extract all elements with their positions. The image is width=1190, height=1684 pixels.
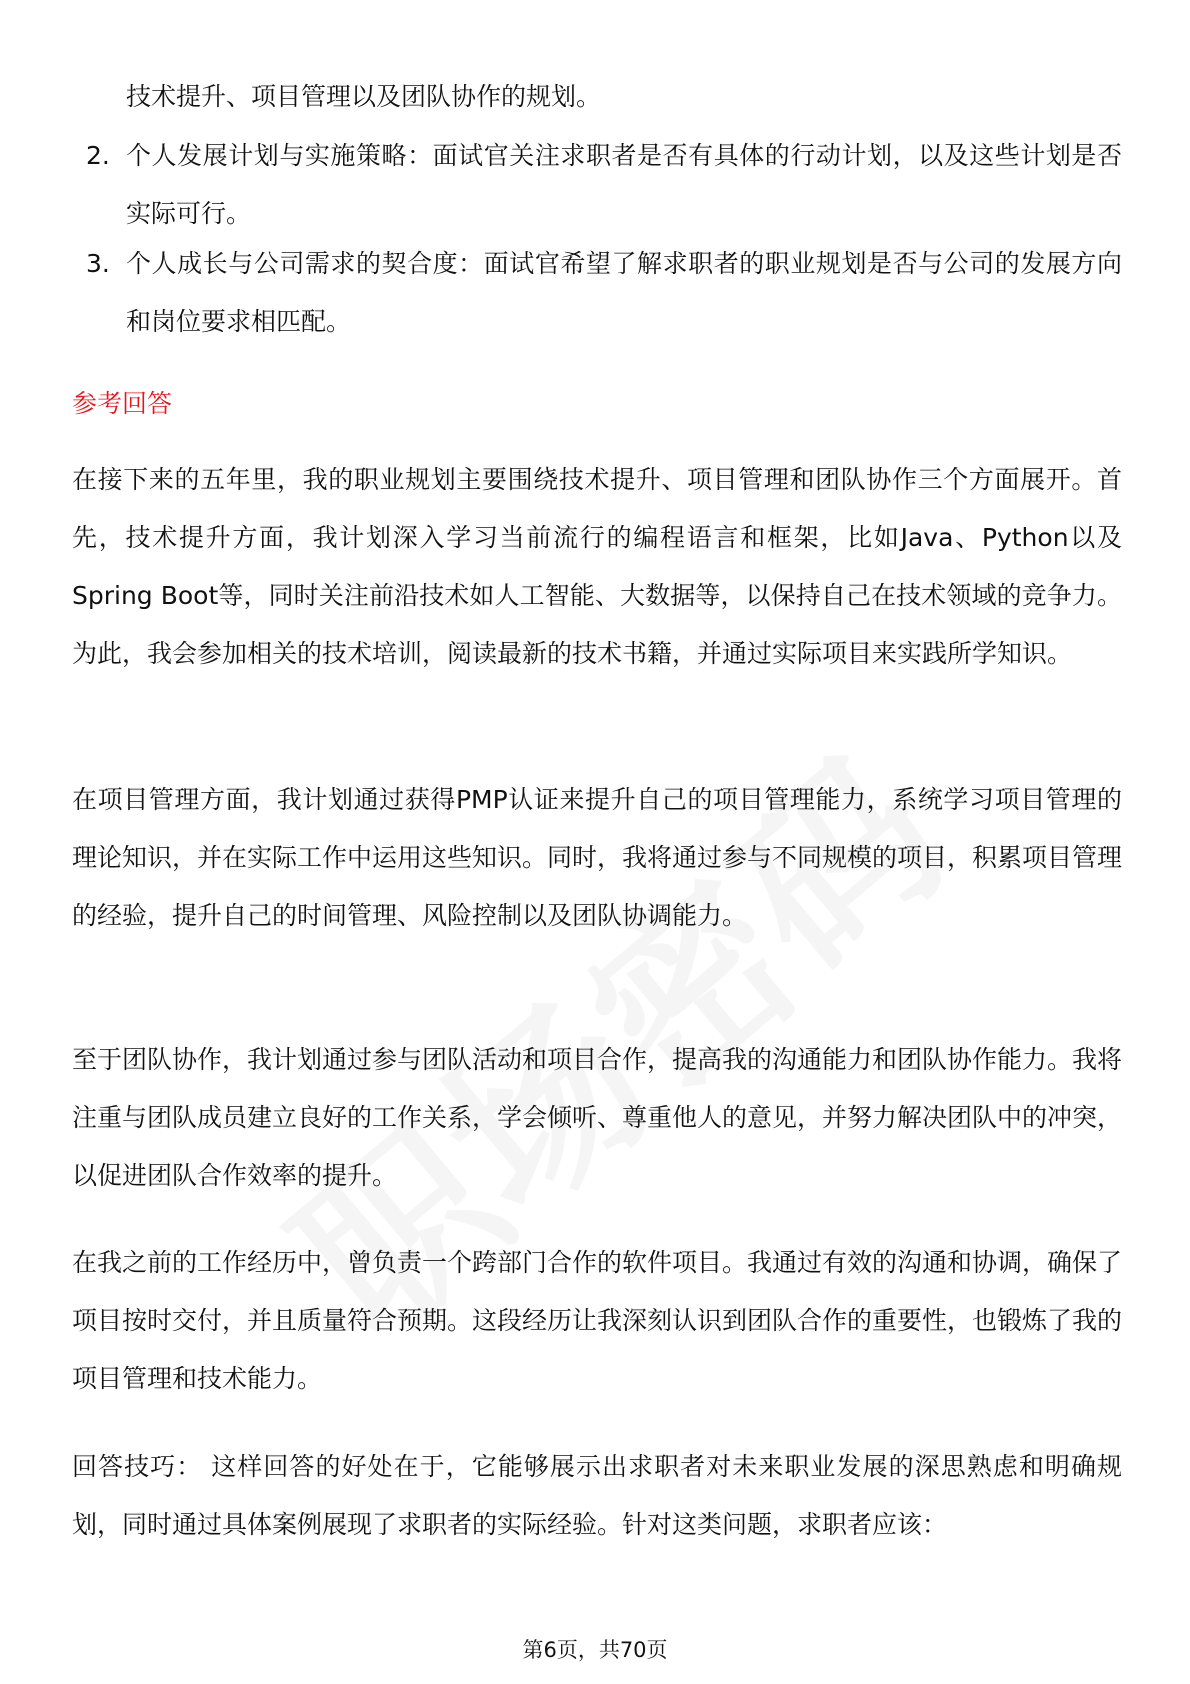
list-number: 2. bbox=[86, 141, 110, 170]
paragraph: 在接下来的五年里，我的职业规划主要围绕技术提升、项目管理和团队协作三个方面展开。首先，技术提升方面，我计划深入学习当前流行的编程语言和框架，比如Java、Python以及Spring Boot等，同时关注前沿技术如人工智能、大数据等，以保持自己在技术领域的竞争力。为此，我会参加相关的技术培训，阅读最新的技术书籍，并通过实际项目来实践所学知识。 bbox=[72, 465, 1122, 668]
paragraph: 至于团队协作，我计划通过参与团队活动和项目合作，提高我的沟通能力和团队协作能力。我将注重与团队成员建立良好的工作关系，学会倾听、尊重他人的意见，并努力解决团队中的冲突，以促进团队合作效率的提升。 bbox=[72, 1045, 1123, 1190]
page-number: 第6页，共70页 bbox=[522, 1638, 668, 1662]
list-number: 3. bbox=[86, 249, 110, 278]
paragraph: 在项目管理方面，我计划通过获得PMP认证来提升自己的项目管理能力，系统学习项目管理的理论知识，并在实际工作中运用这些知识。同时，我将通过参与不同规模的项目，积累项目管理的经验，提升自己的时间管理、风险控制以及团队协调能力。 bbox=[72, 785, 1123, 930]
list-item bbox=[86, 235, 1122, 351]
paragraph: 在我之前的工作经历中，曾负责一个跨部门合作的软件项目。我通过有效的沟通和协调，确保了项目按时交付，并且质量符合预期。这段经历让我深刻认识到团队合作的重要性，也锻炼了我的项目管理和技术能力。 bbox=[72, 1248, 1123, 1393]
section-heading: 参考回答 bbox=[72, 389, 173, 418]
list-text: 个人发展计划与实施策略：面试官关注求职者是否有具体的行动计划，以及这些计划是否实际可行。 bbox=[126, 141, 1122, 228]
list-item-continuation: 技术提升、项目管理以及团队协作的规划。 bbox=[126, 82, 602, 111]
list-text: 个人成长与公司需求的契合度：面试官希望了解求职者的职业规划是否与公司的发展方向和岗位要求相匹配。 bbox=[126, 249, 1122, 336]
list-item bbox=[86, 127, 1122, 243]
paragraph: 回答技巧： 这样回答的好处在于，它能够展示出求职者对未来职业发展的深思熟虑和明确规划，同时通过具体案例展现了求职者的实际经验。针对这类问题，求职者应该： bbox=[72, 1452, 1122, 1539]
